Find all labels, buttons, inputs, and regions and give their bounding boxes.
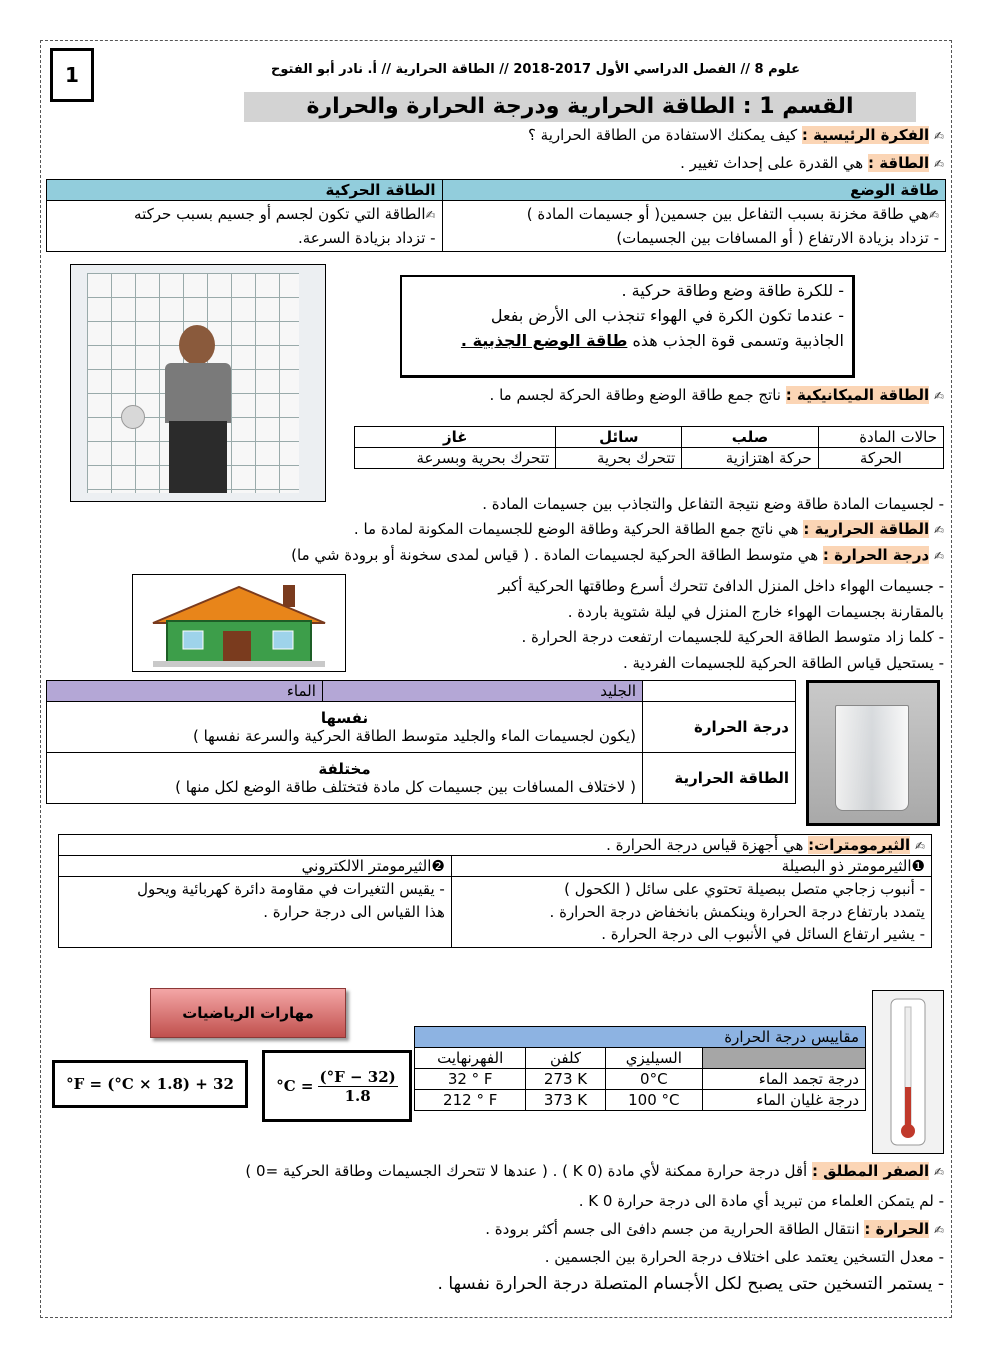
boy-ball-photo: [70, 264, 326, 502]
main-idea-label: الفكرة الرئيسية :: [801, 126, 930, 144]
bulb-line-2: يتمدد بارتفاع درجة الحرارة وينكمش بانخفاض درجة الحرارة .: [549, 902, 925, 921]
pen-icon: ✍: [933, 389, 944, 403]
formula-c-denominator: 1.8: [344, 1086, 371, 1105]
pen-icon: ✍: [933, 129, 944, 143]
boy-head: [179, 325, 215, 365]
energy-types-table: [46, 179, 946, 252]
temp-row-label: درجة الحرارة: [643, 702, 796, 753]
potential-line-2: - تزداد بزيادة الارتفاع ( أو المسافات بين الجسيمات): [616, 229, 939, 247]
house-icon: [133, 575, 345, 671]
pen-icon: ✍: [933, 549, 944, 563]
mechanical-text: ناتج جمع طاقة الوضع وطاقة الحركة لجسم ما .: [489, 386, 786, 404]
formula-c-fraction: [318, 1068, 398, 1105]
heat-line: [64, 1220, 944, 1238]
heat-point-2: - يستمر التسخين حتى يصبح لكل الأجسام المتصلة درجة الحرارة نفسها .: [437, 1274, 944, 1294]
absolute-zero-text: أقل درجة حرارة ممكنة لأي مادة (0 K ) . ( عندها لا تتحرك الجسيمات وطاقة الحركية =0 ): [245, 1162, 812, 1180]
thermal-row-value: [47, 753, 643, 804]
boiling-label: درجة غليان الماء: [703, 1090, 866, 1111]
kinetic-line-1: الطاقة التي تكون لجسم أو جسيم بسبب حركته: [134, 205, 426, 223]
thermometers-table: [58, 834, 932, 948]
potential-line-1: هي طاقة مخزنة بسبب التفاعل بين جسمين( أو جسيمات المادة ): [526, 205, 929, 223]
state-liquid: سائل: [556, 427, 682, 448]
motion-row-label: الحركة: [818, 448, 943, 469]
freezing-label: درجة تجمد الماء: [703, 1069, 866, 1090]
house-picture: [132, 574, 346, 672]
freezing-k: 273 K: [526, 1069, 605, 1090]
empty-corner: [643, 681, 796, 702]
boy-pants: [169, 421, 227, 493]
formula-celsius: [262, 1050, 412, 1122]
temperature-line: [64, 546, 944, 564]
water-header: الماء: [47, 681, 323, 702]
potential-cell: [442, 201, 945, 252]
bulb-line-3: - يشير ارتفاع السائل في الأنبوب الى درجة الحرارة .: [601, 925, 925, 943]
celsius-header: السيليزي: [605, 1048, 702, 1069]
ice-glass-photo: [806, 680, 940, 826]
formula-c-numerator: (°F − 32): [319, 1067, 396, 1086]
boiling-k: 373 K: [526, 1090, 605, 1111]
freezing-f: 32 ° F: [415, 1069, 526, 1090]
energy-def-line: [64, 154, 944, 172]
gravitational-potential-term: طاقة الوضع الجذبية .: [460, 330, 628, 350]
ball-energy-box: [400, 275, 855, 378]
ball: [121, 405, 145, 429]
thermal-different: مختلفة: [318, 760, 371, 778]
energy-label: الطاقة :: [867, 154, 930, 172]
pen-icon: ✍: [933, 523, 944, 537]
page-number: 1: [50, 48, 94, 102]
temp-point-1: - جسيمات الهواء داخل المنزل الدافئ تتحرك أسرع وطاقتها الحركية أكبر: [498, 577, 944, 595]
boy-shirt: [165, 363, 231, 423]
main-idea-line: [64, 126, 944, 144]
motion-liquid: تتحرك بحرية: [556, 448, 682, 469]
absolute-zero-label: الصفر المطلق :: [811, 1162, 930, 1180]
boiling-c: 100 °C: [605, 1090, 702, 1111]
ball-line-2: - عندما تكون الكرة في الهواء تنجذب الى الأرض بفعل: [490, 305, 844, 325]
temperature-label: درجة الحرارة :: [822, 546, 930, 564]
states-of-matter-table: [354, 426, 944, 469]
formula-fahrenheit: °F = (°C × 1.8) + 32: [52, 1060, 248, 1108]
temp-point-4: - يستحيل قياس الطاقة الحركية للجسيمات الفردية .: [622, 653, 944, 672]
state-solid: صلب: [682, 427, 819, 448]
kelvin-header: كلفن: [526, 1048, 605, 1069]
potential-header: طاقة الوضع: [442, 180, 945, 201]
ball-line-3: الجاذبية وتسمى قوة الجذب هذه: [627, 330, 844, 350]
mechanical-line: [344, 386, 944, 404]
kinetic-header: الطاقة الحركية: [47, 180, 443, 201]
thermometers-def: [59, 835, 932, 856]
thermal-energy-line: [64, 520, 944, 538]
bulb-thermometer-title: ❶الثيرمومتر ذو البصيلة: [451, 856, 931, 877]
temp-note: (يكون لجسيمات الماء والجليد متوسط الطاقة الحركية والسرعة نفسها ): [192, 727, 636, 745]
scales-corner: [703, 1048, 866, 1069]
thermal-text: هي ناتج جمع الطاقة الحركية وطاقة الوضع للجسيمات المكونة لمادة ما .: [353, 520, 804, 538]
state-gas: غاز: [355, 427, 556, 448]
bulb-line-1: - أنبوب زجاجي متصل ببصيلة تحتوي على سائل ( الكحول ): [564, 880, 925, 898]
heat-point-1: - معدل التسخين يعتمد على اختلاف درجة الحرارة بين الجسمين .: [544, 1248, 944, 1266]
temperature-scales-table: [414, 1026, 866, 1111]
glass: [835, 705, 909, 811]
mechanical-label: الطاقة الميكانيكية :: [785, 386, 930, 404]
thermometer-icon: [873, 991, 943, 1153]
states-row-label: حالات المادة: [818, 427, 943, 448]
temp-point-3: - كلما زاد متوسط الطاقة الحركية للجسيمات ارتفعت درجة الحرارة .: [521, 628, 944, 646]
particles-line: - لجسيمات المادة طاقة وضع نتيجة التفاعل والتجاذب بين جسيمات المادة .: [482, 495, 944, 513]
pen-icon: ✍: [914, 839, 925, 853]
energy-text: هي القدرة على إحداث تغيير .: [680, 154, 868, 172]
electronic-line-1: - يقيس التغيرات في مقاومة دائرة كهربائية ويحول: [137, 880, 445, 898]
ice-water-table: [46, 680, 796, 804]
section-title: القسم 1 : الطاقة الحرارية ودرجة الحرارة والحرارة: [244, 92, 916, 122]
main-idea-text: كيف يمكنك الاستفادة من الطاقة الحرارية ؟: [527, 126, 802, 144]
temperature-points: [384, 574, 944, 676]
electronic-thermometer-cell: [59, 877, 452, 948]
motion-gas: تتحرك بحرية وبسرعة: [355, 448, 556, 469]
thermal-label: الطاقة الحرارية :: [803, 520, 930, 538]
kinetic-line-2: - تزداد بزيادة السرعة.: [297, 229, 436, 247]
bulb-thermometer-cell: [451, 877, 931, 948]
kinetic-cell: [47, 201, 443, 252]
motion-solid: حركة اهتزازية: [682, 448, 819, 469]
thermal-note: ( لاختلاف المسافات بين جسيمات كل مادة فتختلف طاقة الوضع لكل منها ): [175, 778, 636, 796]
temp-row-value: [47, 702, 643, 753]
temperature-text: هي متوسط الطاقة الحركية لجسيمات المادة . ( قياس لمدى سخونة أو برودة شي ما): [291, 546, 823, 564]
pen-icon: ✍: [933, 1223, 944, 1237]
pen-icon: ✍: [928, 208, 939, 222]
thermometer-photo: [872, 990, 944, 1154]
absolute-zero-note: - لم يتمكن العلماء من تبريد أي مادة الى درجة حرارة 0 K .: [578, 1192, 944, 1210]
boiling-f: 212 ° F: [415, 1090, 526, 1111]
electronic-thermometer-title: ❷الثيرمومتر الالكتروني: [59, 856, 452, 877]
thermal-row-label: الطاقة الحرارية: [643, 753, 796, 804]
math-skills-banner: مهارات الرياضيات: [150, 988, 346, 1038]
fahrenheit-header: الفهرنهايت: [415, 1048, 526, 1069]
heat-text: انتقال الطاقة الحرارية من جسم دافئ الى جسم أكثر برودة .: [485, 1220, 865, 1238]
pen-icon: ✍: [933, 157, 944, 171]
thermometers-text: هي أجهزة قياس درجة الحرارة .: [606, 836, 809, 854]
page-header: علوم 8 // الفصل الدراسي الأول 2017-2018 // الطاقة الحرارية // أ. نادر أبو الفتوح: [271, 62, 800, 77]
freezing-c: 0°C: [605, 1069, 702, 1090]
heat-label: الحرارة :: [864, 1220, 930, 1238]
ball-line-1: - للكرة طاقة وضع وطاقة حركية .: [621, 281, 844, 300]
ice-header: الجليد: [322, 681, 642, 702]
temp-same: نفسها: [320, 709, 369, 727]
thermometers-label: الثيرمومترات:: [808, 836, 911, 854]
temp-point-2: بالمقارنة بجسيمات الهواء خارج المنزل في ليلة شتوية باردة .: [567, 602, 944, 621]
absolute-zero-line: [64, 1162, 944, 1180]
electronic-line-2: هذا القياس الى درجة حرارة .: [263, 902, 445, 921]
scales-title: مقاييس درجة الحرارة: [415, 1027, 866, 1048]
pen-icon: ✍: [933, 1165, 944, 1179]
pen-icon: ✍: [425, 208, 436, 222]
formula-c-lhs: °C =: [276, 1077, 314, 1095]
